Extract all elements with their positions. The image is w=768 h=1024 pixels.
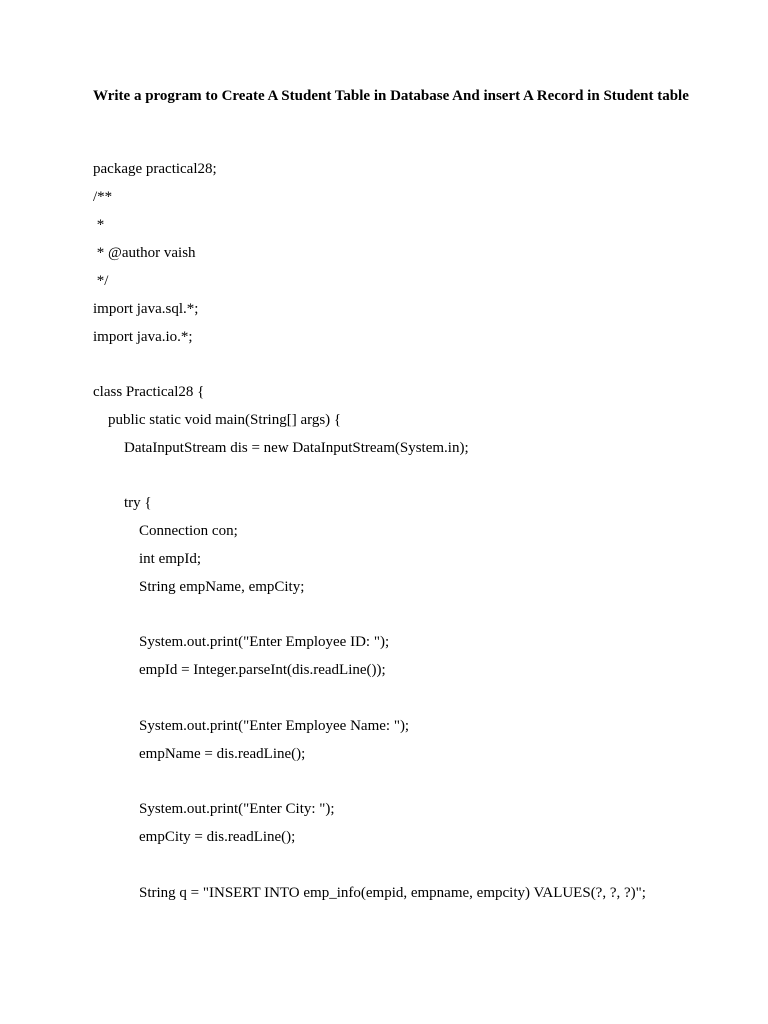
code-line: empId = Integer.parseInt(dis.readLine()); bbox=[139, 662, 386, 678]
code-line: * bbox=[93, 217, 105, 233]
code-line: /** bbox=[93, 189, 113, 205]
code-line: * @author vaish bbox=[93, 245, 196, 261]
code-line: String empName, empCity; bbox=[139, 579, 305, 595]
document-heading: Write a program to Create A Student Table in Database And insert A Record in Student table bbox=[93, 88, 689, 104]
code-line: String q = "INSERT INTO emp_info(empid, empname, empcity) VALUES(?, ?, ?)"; bbox=[139, 885, 646, 901]
code-line: int empId; bbox=[139, 551, 202, 567]
code-line: public static void main(String[] args) { bbox=[108, 412, 342, 428]
code-line: */ bbox=[93, 273, 109, 289]
code-line: empName = dis.readLine(); bbox=[139, 746, 306, 762]
code-line: class Practical28 { bbox=[93, 384, 205, 400]
code-line: import java.io.*; bbox=[93, 329, 193, 345]
code-line: DataInputStream dis = new DataInputStream(System.in); bbox=[124, 440, 469, 456]
code-line: import java.sql.*; bbox=[93, 301, 199, 317]
code-line: System.out.print("Enter Employee ID: "); bbox=[139, 634, 390, 650]
code-line: System.out.print("Enter City: "); bbox=[139, 801, 335, 817]
code-line: package practical28; bbox=[93, 161, 217, 177]
code-line: empCity = dis.readLine(); bbox=[139, 829, 296, 845]
code-line: System.out.print("Enter Employee Name: "); bbox=[139, 718, 410, 734]
code-line: Connection con; bbox=[139, 523, 238, 539]
code-line: try { bbox=[124, 495, 152, 511]
